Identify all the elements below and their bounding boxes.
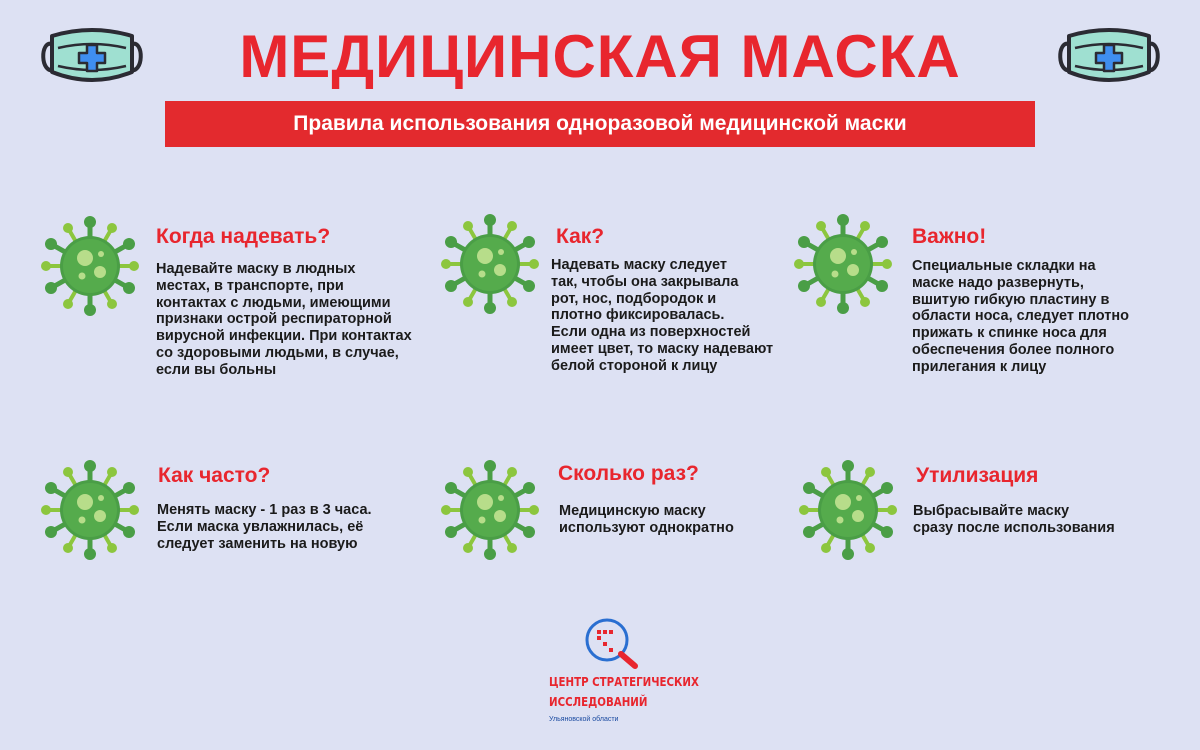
card-text: Медицинскую маску используют однократно [559,503,734,536]
subtitle-banner [165,101,1035,147]
virus-icon [793,214,893,314]
page-title: МЕДИЦИНСКАЯ МАСКА [239,23,961,90]
logo-text-line2: ИССЛЕДОВАНИЙ [549,694,648,709]
logo-text-line3: Ульяновской области [549,716,619,723]
magnifier-logo-icon [583,618,643,672]
card-text: Специальные складки на маске надо развернуть, вшитую гибкую пластину в области носа, следует плотно прижать к спинке носа для обеспечения более полного прилегания к лицу [912,258,1130,375]
card-text: Надевать маску следует так, чтобы она закрывала рот, нос, подбородок и плотно фиксировалась. Если одна из поверхностей имеет цвет, то маску надевают белой стороной к лицу [551,257,774,374]
virus-icon [40,216,140,316]
virus-icon [440,460,540,560]
organization-logo [545,618,699,733]
subtitle-text: Правила использования одноразовой медицинской маски [293,112,907,135]
card-text: Выбрасывайте маску сразу после использования [913,503,1115,536]
card-title: Когда надевать? [156,225,331,248]
virus-icon [440,214,540,314]
card-title: Утилизация [916,464,1039,487]
virus-icon [798,460,898,560]
card-title: Как? [556,225,605,248]
card-title: Как часто? [158,464,271,487]
virus-icon [40,460,140,560]
card-text: Менять маску - 1 раз в 3 часа. Если маска увлажнилась, её следует заменить на новую [157,502,372,552]
card-title: Сколько раз? [558,462,699,485]
logo-text-line1: ЦЕНТР СТРАТЕГИЧЕСКИХ [549,674,699,689]
card-title: Важно! [912,225,987,248]
card-text: Надевайте маску в людных местах, в транспорте, при контактах с людьми, имеющими признаки острой респираторной вирусной инфекции. При контактах со здоровыми людьми, в случае, если вы больны [156,261,412,378]
